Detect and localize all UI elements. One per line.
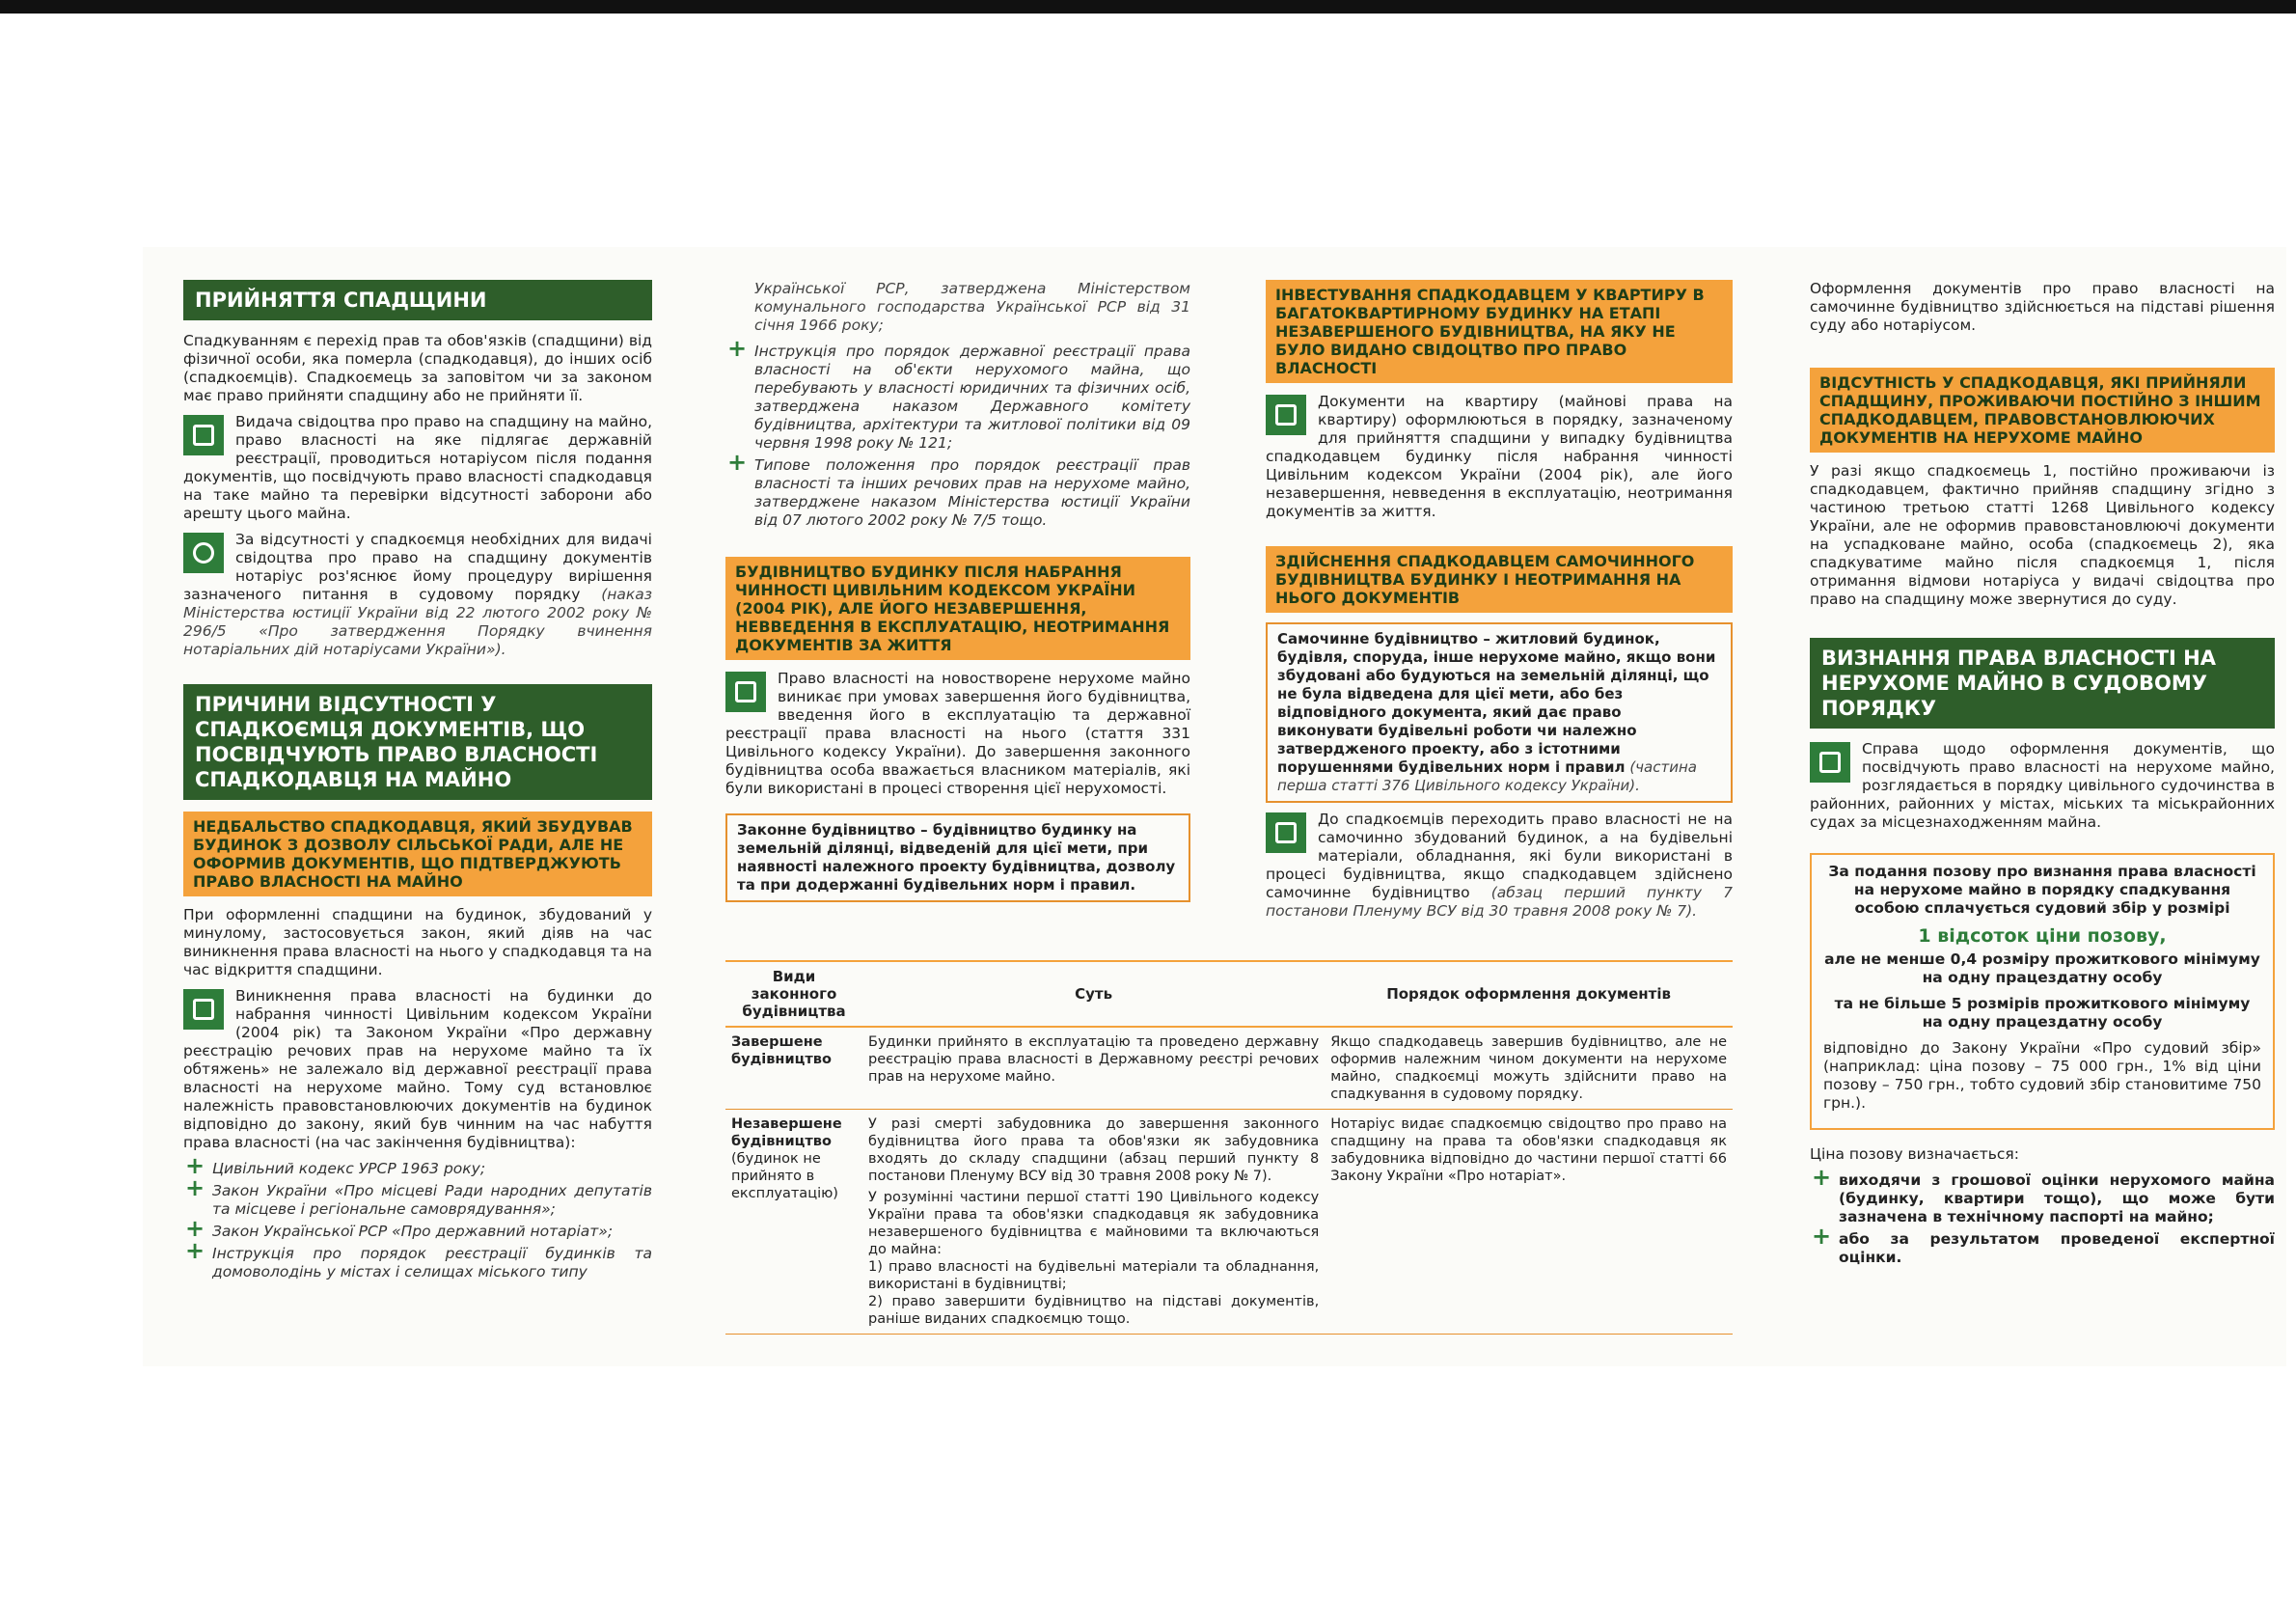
table-cell: Завершене будівництво xyxy=(725,1027,862,1110)
list-item: + Типове положення про порядок реєстрації прав власності та інших речових прав на нерухоме майно, затверджене наказом Міністерства юстиції України від 07 лютого 2002 року № 7/5 тощо. xyxy=(725,456,1190,530)
list-item: + або за результатом проведеної експертної оцінки. xyxy=(1810,1230,2275,1267)
list-item: + виходячи з грошової оцінки нерухомого майна (будинку, квартири тощо), що може бути зазначена в технічному паспорті на майно; xyxy=(1810,1171,2275,1226)
list-item: + Інструкція про порядок державної реєстрації права власності на об'єкти нерухомого майна, що перебувають у власності юридичних та фізичних осіб, затверджена наказом Державного комітету будівництва, архітектури та житлової політики від 09 червня 1998 року № 121; xyxy=(725,343,1190,453)
paragraph: За відсутності у спадкоємця необхідних для видачі свідоцтва про право на спадщину документів нотаріус роз'яснює йому процедуру вирішення зазначеного питання в судовому порядку (наказ Міністерства юстиції України від 22 лютого 2002 року № 296/5 «Про затвердження Порядку вчинення нотаріальних дій нотаріусами України»). xyxy=(183,531,652,658)
price-list xyxy=(1810,1171,2275,1267)
scales-icon xyxy=(1810,742,1850,783)
column-3 xyxy=(1266,280,1733,928)
info-icon xyxy=(183,533,224,573)
column-2 xyxy=(725,280,1190,910)
materials-icon xyxy=(1266,812,1306,853)
subheading-construction: БУДІВНИЦТВО БУДИНКУ ПІСЛЯ НАБРАННЯ ЧИННОСТІ ЦИВІЛЬНИМ КОДЕКСОМ УКРАЇНИ (2004 РІК), АЛЕ ЙОГО НЕЗАВЕРШЕННЯ, НЕВВЕДЕННЯ В ЕКСПЛУАТАЦІЮ, НЕОТРИМАННЯ ДОКУМЕНТІВ ЗА ЖИТТЯ xyxy=(725,557,1190,660)
list-item: + Інструкція про порядок реєстрації будинків та домоволодінь у містах і селищах міського типу xyxy=(183,1245,652,1281)
paragraph: Ціна позову визначається: xyxy=(1810,1145,2019,1163)
paragraph: відповідно до Закону України «Про судовий збір» (наприклад: ціна позову – 75 000 грн., 1% від ціни позову – 750 грн., тобто судовий збір становитиме 750 грн.). xyxy=(1823,1039,2261,1112)
top-dark-band xyxy=(0,0,2296,14)
list-continuation: Української РСР, затверджена Міністерством комунального господарства Української РСР від 31 січня 1966 року; xyxy=(754,280,1190,334)
column-4 xyxy=(1810,280,2275,1271)
table-row xyxy=(725,1110,1733,1335)
heading-acceptance: ПРИЙНЯТТЯ СПАДЩИНИ xyxy=(183,280,652,320)
paragraph: У разі якщо спадкоємець 1, постійно проживаючи із спадкодавцем, фактично прийняв спадщину згідно з частиною третьою статті 1268 Цивільного кодексу України, але не оформив правовстановлюючі документи на успадковане майно, особа (спадкоємець 2), яка спадкуватиме майно після спадкоємця 1, після отримання відмови нотаріуса у видачі свідоцтва про право на спадщину може звернутися до суду. xyxy=(1810,462,2275,608)
subheading-absence: ВІДСУТНІСТЬ У СПАДКОДАВЦЯ, ЯКІ ПРИЙНЯЛИ СПАДЩИНУ, ПРОЖИВАЮЧИ ПОСТІЙНО З ІНШИМ СПАДКОДАВЦЕМ, ПРАВОВСТАНОВЛЮЮЧИХ ДОКУМЕНТІВ НА НЕРУХОМЕ МАЙНО xyxy=(1810,368,2275,453)
paragraph: Виникнення права власності на будинки до набрання чинності Цивільним кодексом України (2004 рік) та Законом України «Про державну реєстрацію речових прав на нерухоме майно та їх обтяжень» не залежало від державної реєстрації права власності на нерухоме майно. Тому суд встановлює належність правовстановлюючих документів на будинок відповідно до закону, який був чинним на час набуття права власності (на час закінчення будівництва): xyxy=(183,987,652,1151)
building-icon xyxy=(1266,395,1306,435)
table-header: Види законного будівництва xyxy=(725,962,862,1027)
paragraph: Справа щодо оформлення документів, що посвідчують право власності на нерухоме майно, розглядається в порядку цивільного судочинства в районних, районних у містах, міських та міськрайонних судах за місцезнаходженням майна. xyxy=(1810,740,2275,831)
heading-reasons: ПРИЧИНИ ВІДСУТНОСТІ У СПАДКОЄМЦЯ ДОКУМЕНТІВ, ЩО ПОСВІДЧУЮТЬ ПРАВО ВЛАСНОСТІ СПАДКОДАВЦЯ НА МАЙНО xyxy=(183,684,652,800)
house-icon xyxy=(725,672,766,712)
law-list xyxy=(725,343,1190,530)
subheading-self-build: ЗДІЙСНЕННЯ СПАДКОДАВЦЕМ САМОЧИННОГО БУДІВНИЦТВА БУДИНКУ І НЕОТРИМАННЯ НА НЬОГО ДОКУМЕНТІВ xyxy=(1266,546,1733,613)
table-row xyxy=(725,1027,1733,1110)
clock-icon xyxy=(183,989,224,1030)
table-cell: Нотаріус видає спадкоємцю свідоцтво про право на спадщину на права та обов'язки спадкодавця як забудовника відповідно до частини першої статті 66 Закону України «Про нотаріат». xyxy=(1325,1110,1733,1335)
paragraph: Документи на квартиру (майнові права на квартиру) оформлюються в порядку, зазначеному для прийняття спадщини у випадку будівництва спадкодавцем будинку після набрання чинності Цивільним кодексом України (2004 рік), але його незавершення, невведення в експлуатацію, неотримання документів за життя. xyxy=(1266,393,1733,520)
paragraph: При оформленні спадщини на будинок, збудований у минулому, застосовується закон, який діяв на час виникнення права власності на нього у спадкодавця та на час відкриття спадщини. xyxy=(183,906,652,978)
column-1 xyxy=(183,280,652,1285)
paragraph: Видача свідоцтва про право на спадщину на майно, право власності на яке підлягає державній реєстрації, проводиться нотаріусом після подання документів, що посвідчують право власності спадкодавця на таке майно та перевірки відсутності заборони або арешту цього майна. xyxy=(183,413,652,522)
construction-table xyxy=(725,960,1733,1335)
table-cell: У разі смерті забудовника до завершення законного будівництва його права та обов'язки як забудовника входять до складу спадщини (абзац перший пункту 8 постанови Пленуму ВСУ від 30 травня 2008 року № 7). У розумінні частини першої статті 190 Цивільного кодексу України права та обов'язки спадкодавця як забудовника незавершеного будівництва є майновими та включаються до майна: 1) право власності на будівельні матеріали та обладнання, використані в будівництві; 2) право завершити будівництво на підставі документів, раніше виданих спадкоємцю тощо. xyxy=(862,1110,1325,1335)
table-cell: Якщо спадкодавець завершив будівництво, але не оформив належним чином документи на нерухоме майно, спадкоємці можуть здійснити право на спадкування в судовому порядку. xyxy=(1325,1027,1733,1110)
fee-highlight: 1 відсоток ціни позову, xyxy=(1918,925,2167,947)
table-cell: Будинки прийнято в експлуатацію та проведено державну реєстрацію права власності в Державному реєстрі речових прав на нерухоме майно. xyxy=(862,1027,1325,1110)
document-icon xyxy=(183,415,224,455)
list-item: + Цивільний кодекс УРСР 1963 року; xyxy=(183,1160,652,1178)
subheading-investment: ІНВЕСТУВАННЯ СПАДКОДАВЦЕМ У КВАРТИРУ В БАГАТОКВАРТИРНОМУ БУДИНКУ НА ЕТАПІ НЕЗАВЕРШЕНОГО БУДІВНИЦТВА, НА ЯКУ НЕ БУЛО ВИДАНО СВІДОЦТВО ПРО ПРАВО ВЛАСНОСТІ xyxy=(1266,280,1733,383)
list-item: + Закон Української РСР «Про державний нотаріат»; xyxy=(183,1223,652,1241)
table-header: Суть xyxy=(862,962,1325,1027)
table-header: Порядок оформлення документів xyxy=(1325,962,1733,1027)
paragraph: Оформлення документів про право власності на самочинне будівництво здійснюється на підставі рішення суду або нотаріусом. xyxy=(1810,280,2275,334)
fee-box: За подання позову про визнання права власності на нерухоме майно в порядку спадкування особою сплачується судовий збір у розмірі 1 відсоток ціни позову, але не менше 0,4 розміру прожиткового мінімуму на одну працездатну особу та не більше 5 розмірів прожиткового мінімуму на одну працездатну особу відповідно до Закону України «Про судовий збір» (наприклад: ціна позову – 75 000 грн., 1% від ціни позову – 750 грн., тобто судовий збір становитиме 750 грн.). xyxy=(1810,853,2275,1130)
definition-box: Самочинне будівництво – житловий будинок, будівля, споруда, інше нерухоме майно, якщо вони збудовані або будуються на земельній ділянці, що не була відведена для цієї мети, або без відповідного документа, який дає право виконувати будівельні роботи чи належно затвердженого проекту, або з істотними порушеннями будівельних норм і правил (частина перша статті 376 Цивільного кодексу України). xyxy=(1266,622,1733,803)
heading-court-recognition: ВИЗНАННЯ ПРАВА ВЛАСНОСТІ НА НЕРУХОМЕ МАЙНО В СУДОВОМУ ПОРЯДКУ xyxy=(1810,638,2275,729)
table-cell: Незавершене будівництво (будинок не прийнято в експлуатацію) xyxy=(725,1110,862,1335)
subheading-negligence: НЕДБАЛЬСТВО СПАДКОДАВЦЯ, ЯКИЙ ЗБУДУВАВ БУДИНОК З ДОЗВОЛУ СІЛЬСЬКОЇ РАДИ, АЛЕ НЕ ОФОРМИВ ДОКУМЕНТІВ, ЩО ПІДТВЕРДЖУЮТЬ ПРАВО ВЛАСНОСТІ НА МАЙНО xyxy=(183,812,652,896)
paragraph: Право власності на новостворене нерухоме майно виникає при умовах завершення його будівництва, введення його в експлуатацію та державної реєстрації права власності на нього (стаття 331 Цивільного кодексу України). До завершення законного будівництва особа вважається власником матеріалів, які були використані в процесі створення цієї нерухомості. xyxy=(725,670,1190,797)
definition-box: Законне будівництво – будівництво будинку на земельній ділянці, відведеній для цієї мети, при наявності належного проекту будівництва, дозволу та при додержанні будівельних норм і правил. xyxy=(725,813,1190,902)
paragraph: Спадкуванням є перехід прав та обов'язків (спадщини) від фізичної особи, яка померла (спадкодавця), до інших осіб (спадкоємців). Спадкоємець за заповітом чи за законом має право прийняти спадщину або не прийняти її. xyxy=(183,332,652,404)
law-list xyxy=(183,1160,652,1281)
paragraph: До спадкоємців переходить право власності не на самочинно збудований будинок, а на будівельні матеріали, обладнання, які були використані в процесі будівництва, якщо спадкодавцем здійснено самочинне будівництво (абзац перший пункту 7 постанови Пленуму ВСУ від 30 травня 2008 року № 7). xyxy=(1266,811,1733,920)
list-item: + Закон України «Про місцеві Ради народних депутатів та місцеве і регіональне самоврядування»; xyxy=(183,1182,652,1219)
